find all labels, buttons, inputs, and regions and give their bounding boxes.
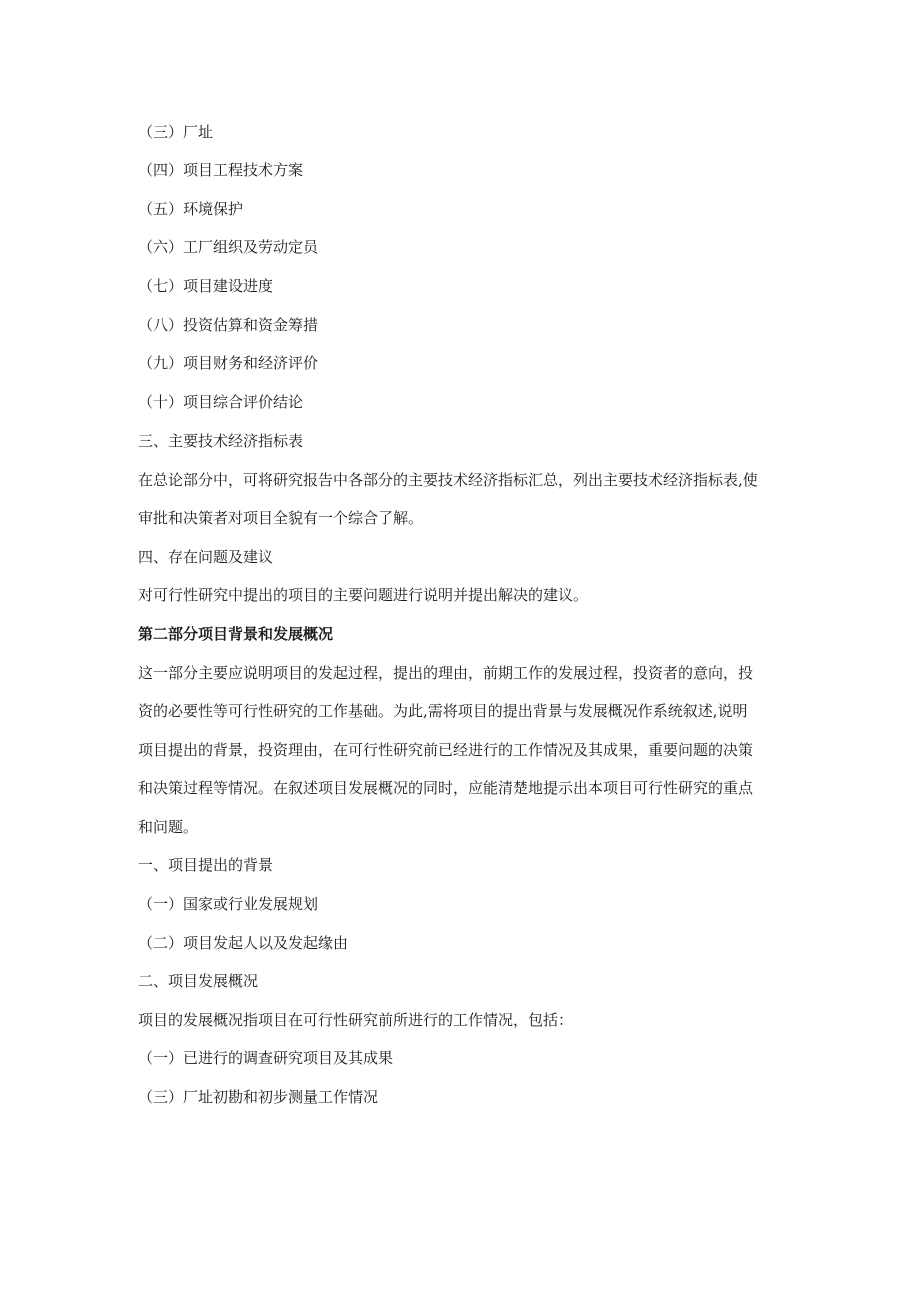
list-item: （十）项目综合评价结论 [138, 393, 304, 411]
list-item: （一）已进行的调查研究项目及其成果 [138, 1049, 394, 1067]
paragraph-line: 审批和决策者对项目全貌有一个综合了解。 [138, 509, 424, 527]
paragraph-line: 项目提出的背景，投资理由，在可行性研究前已经进行的工作情况及其成果，重要问题的决策 [138, 741, 754, 759]
paragraph-line: 和问题。 [138, 818, 199, 836]
list-item: （三）厂址初勘和初步测量工作情况 [138, 1088, 379, 1106]
section-heading: 二、项目发展概况 [138, 972, 259, 990]
list-item: （六）工厂组织及劳动定员 [138, 238, 319, 256]
list-item: （七）项目建设进度 [138, 277, 274, 295]
list-item: （二）项目发起人以及发起缘由 [138, 934, 349, 952]
paragraph-line: 和决策过程等情况。在叙述项目发展概况的同时，应能清楚地提示出本项目可行性研究的重点 [138, 779, 754, 797]
paragraph-line: 对可行性研究中提出的项目的主要问题进行说明并提出解决的建议。 [138, 586, 589, 604]
section-heading: 一、项目提出的背景 [138, 856, 274, 874]
part-title: 第二部分项目背景和发展概况 [138, 625, 334, 643]
paragraph-line: 项目的发展概况指项目在可行性研究前所进行的工作情况，包括： [138, 1011, 574, 1029]
section-heading: 三、主要技术经济指标表 [138, 432, 304, 450]
list-item: （一）国家或行业发展规划 [138, 895, 319, 913]
paragraph-line: 在总论部分中，可将研究报告中各部分的主要技术经济指标汇总，列出主要技术经济指标表,使 [138, 471, 758, 489]
paragraph-line: 这一部分主要应说明项目的发起过程，提出的理由，前期工作的发展过程，投资者的意向，投 [138, 664, 754, 682]
list-item: （三）厂址 [138, 123, 214, 141]
list-item: （九）项目财务和经济评价 [138, 354, 319, 372]
paragraph-line: 资的必要性等可行性研究的工作基础。为此,需将项目的提出背景与发展概况作系统叙述,说明 [138, 702, 748, 720]
list-item: （五）环境保护 [138, 200, 244, 218]
list-item: （四）项目工程技术方案 [138, 161, 304, 179]
list-item: （八）投资估算和资金筹措 [138, 316, 319, 334]
section-heading: 四、存在问题及建议 [138, 548, 274, 566]
